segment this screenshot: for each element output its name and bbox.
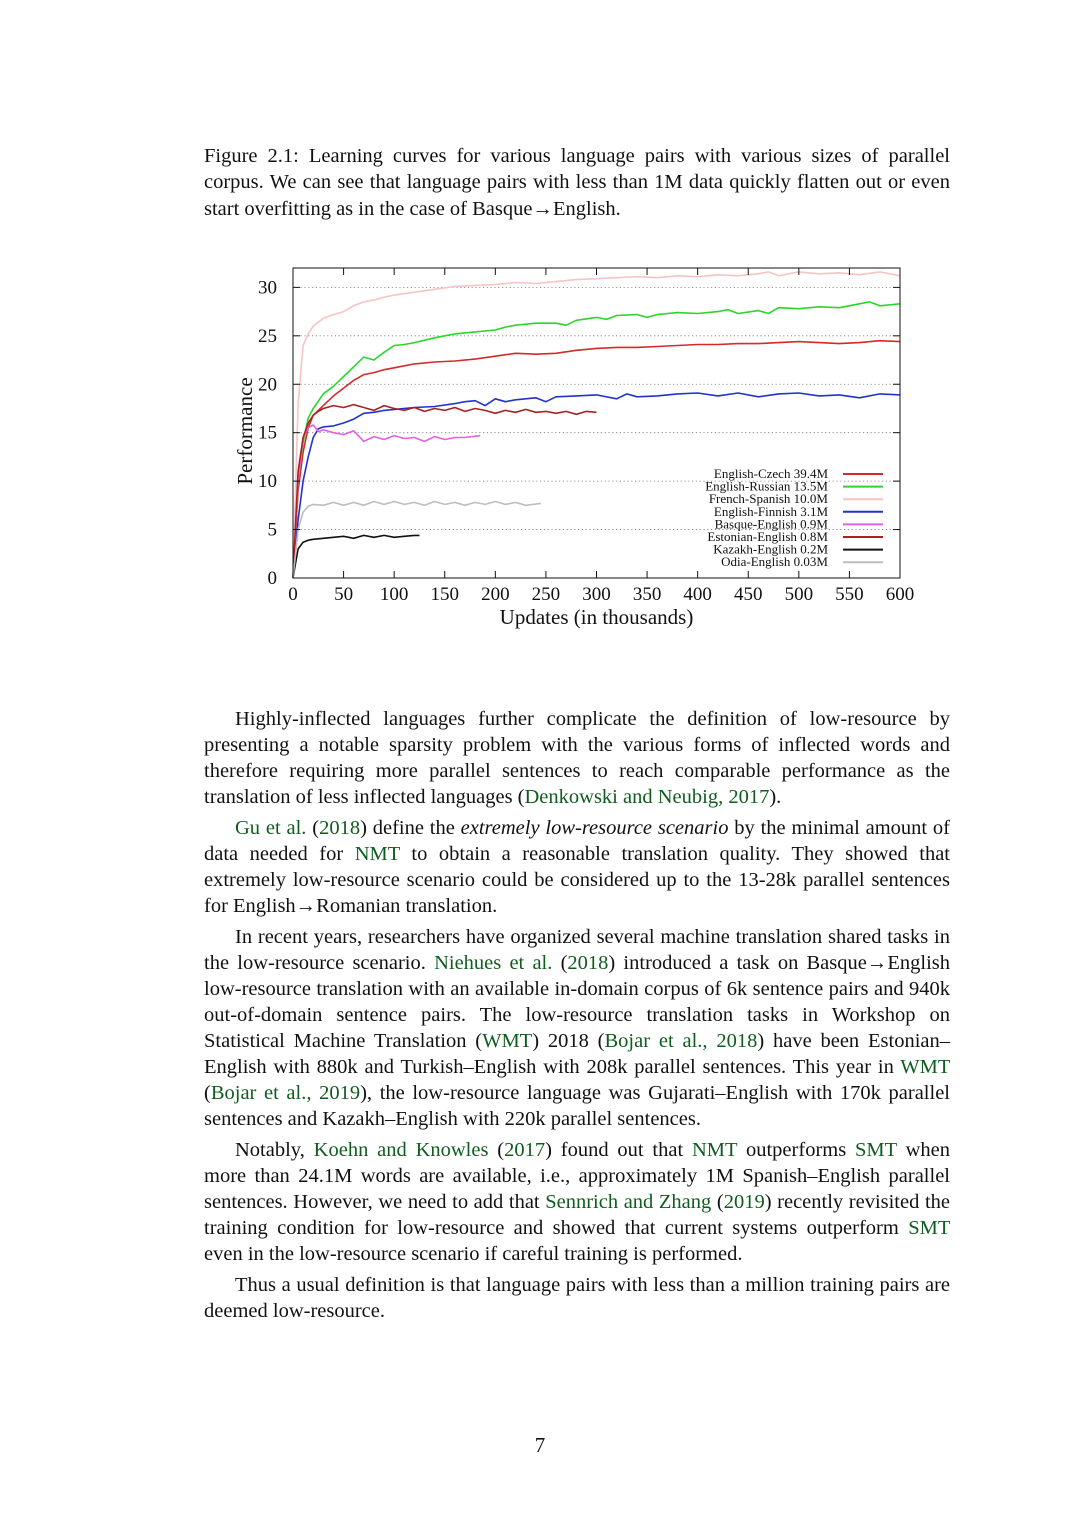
series-line <box>293 502 541 579</box>
x-tick-label: 0 <box>288 584 298 605</box>
x-tick-label: 300 <box>582 584 611 605</box>
x-tick-label: 250 <box>531 584 561 605</box>
acronym-link[interactable]: NMT <box>691 1138 738 1161</box>
citation-link[interactable]: 2019 <box>723 1190 765 1213</box>
acronym-link[interactable]: SMT <box>908 1216 950 1239</box>
series-line <box>293 425 480 578</box>
legend-label: French-Spanish 10.0M <box>708 491 828 507</box>
paragraph-1: Highly-inflected languages further complicate the definition of low-resource by presenting a notable sparsity problem with the various forms of inflected words and therefore requiring more parallel sentences to reach comparable performance as the translation of less inflected languages (Denkowski and Neubig, 2017). <box>204 708 950 809</box>
y-tick-label: 25 <box>258 325 277 347</box>
y-tick-label: 10 <box>258 471 277 493</box>
citation-link[interactable]: Denkowski and Neubig, 2017 <box>524 786 770 809</box>
citation-link[interactable]: 2018 <box>567 951 609 974</box>
series-line <box>293 405 597 578</box>
paragraph-5: Thus a usual definition is that language pairs with less than a million training pairs are deemed low-resource. <box>204 1273 950 1322</box>
x-tick-label: 100 <box>379 584 409 605</box>
figure-label: Figure 2.1: <box>204 145 299 167</box>
legend-label: Estonian-English 0.8M <box>707 529 828 544</box>
y-tick-label: 5 <box>267 519 277 541</box>
x-tick-label: 200 <box>481 584 510 605</box>
citation-link[interactable]: Gu et al. <box>235 816 307 839</box>
figure-caption <box>204 143 950 222</box>
citation-link[interactable]: Bojar et al., 2019 <box>210 1082 361 1105</box>
learning-curves-chart <box>225 258 925 638</box>
legend-label: English-Czech 39.4M <box>713 466 828 481</box>
acronym-link[interactable]: NMT <box>354 842 400 865</box>
body-text <box>204 706 950 1328</box>
citation-link[interactable]: Niehues et al. <box>434 951 553 974</box>
x-tick-label: 550 <box>835 584 864 605</box>
y-tick-label: 30 <box>258 277 277 299</box>
legend-label: Kazakh-English 0.2M <box>713 541 828 557</box>
series-line <box>293 535 420 578</box>
x-tick-label: 350 <box>632 584 662 605</box>
x-axis-label: Updates (in thousands) <box>499 605 694 629</box>
citation-link[interactable]: 2017 <box>504 1138 546 1161</box>
paragraph-3: In recent years, researchers have organized several machine translation shared tasks in the low-resource scenario. Niehues et al. (2018) introduced a task on Basque→English low-resource translation with an available in-domain corpus of 6k sentence pairs and 940k out-of-domain sentence pairs. The low-resource translation tasks in Workshop on Statistical Machine Translation (WMT) 2018 (Bojar et al., 2018) have been Estonian–English with 880k and Turkish–English with 208k parallel sentences. This year in WMT (Bojar et al., 2019), the low-resource language was Gujarati–English with 170k parallel sentences and Kazakh–English with 220k parallel sentences. <box>204 925 951 1131</box>
x-tick-label: 150 <box>430 584 459 605</box>
citation-link[interactable]: Sennrich and Zhang <box>545 1190 712 1213</box>
x-tick-label: 400 <box>683 584 712 605</box>
emphasis: extremely low-resource scenario <box>460 816 729 839</box>
acronym-link[interactable]: WMT <box>482 1029 533 1052</box>
acronym-link[interactable]: SMT <box>855 1138 897 1161</box>
legend-label: Basque-English 0.9M <box>714 516 828 532</box>
x-tick-label: 450 <box>734 584 763 605</box>
legend-label: English-Finnish 3.1M <box>713 503 828 519</box>
citation-link[interactable]: Koehn and Knowles <box>313 1138 489 1161</box>
paragraph-4: Notably, Koehn and Knowles (2017) found out that NMT outperforms SMT when more than 24.1M words are available, i.e., approximately 1M Spanish–English parallel sentences. However, we need to add that Sennrich and Zhang (2019) recently revisited the training condition for low-resource and showed that current systems outperform SMT even in the low-resource scenario if careful training is performed. <box>204 1138 951 1266</box>
y-axis-label: Performance <box>233 377 257 485</box>
citation-link[interactable]: Bojar et al., 2018 <box>604 1029 758 1052</box>
x-tick-label: 500 <box>784 584 814 605</box>
y-tick-label: 0 <box>267 568 277 589</box>
page-number: 7 <box>534 1433 546 1457</box>
y-tick-label: 15 <box>258 422 277 444</box>
legend-label: Odia-English 0.03M <box>721 554 828 570</box>
acronym-link[interactable]: WMT <box>900 1056 950 1078</box>
caption-text: Learning curves for various language pairs with various sizes of parallel corpus. We can see that language pairs with less than 1M data quickly flatten out or even start overfitting as in the case of Basque→English. <box>204 145 950 220</box>
y-tick-label: 20 <box>258 374 277 396</box>
legend-label: English-Russian 13.5M <box>705 478 828 494</box>
citation-link[interactable]: 2018 <box>319 816 361 839</box>
x-tick-label: 50 <box>334 584 354 605</box>
x-tick-label: 600 <box>885 584 915 605</box>
paragraph-2: Gu et al. (2018) define the extremely low-resource scenario by the minimal amount of data needed for NMT to obtain a reasonable translation quality. They showed that extremely low-resource scenario could be considered up to the 13-28k parallel sentences for English→Romanian translation. <box>204 816 950 918</box>
